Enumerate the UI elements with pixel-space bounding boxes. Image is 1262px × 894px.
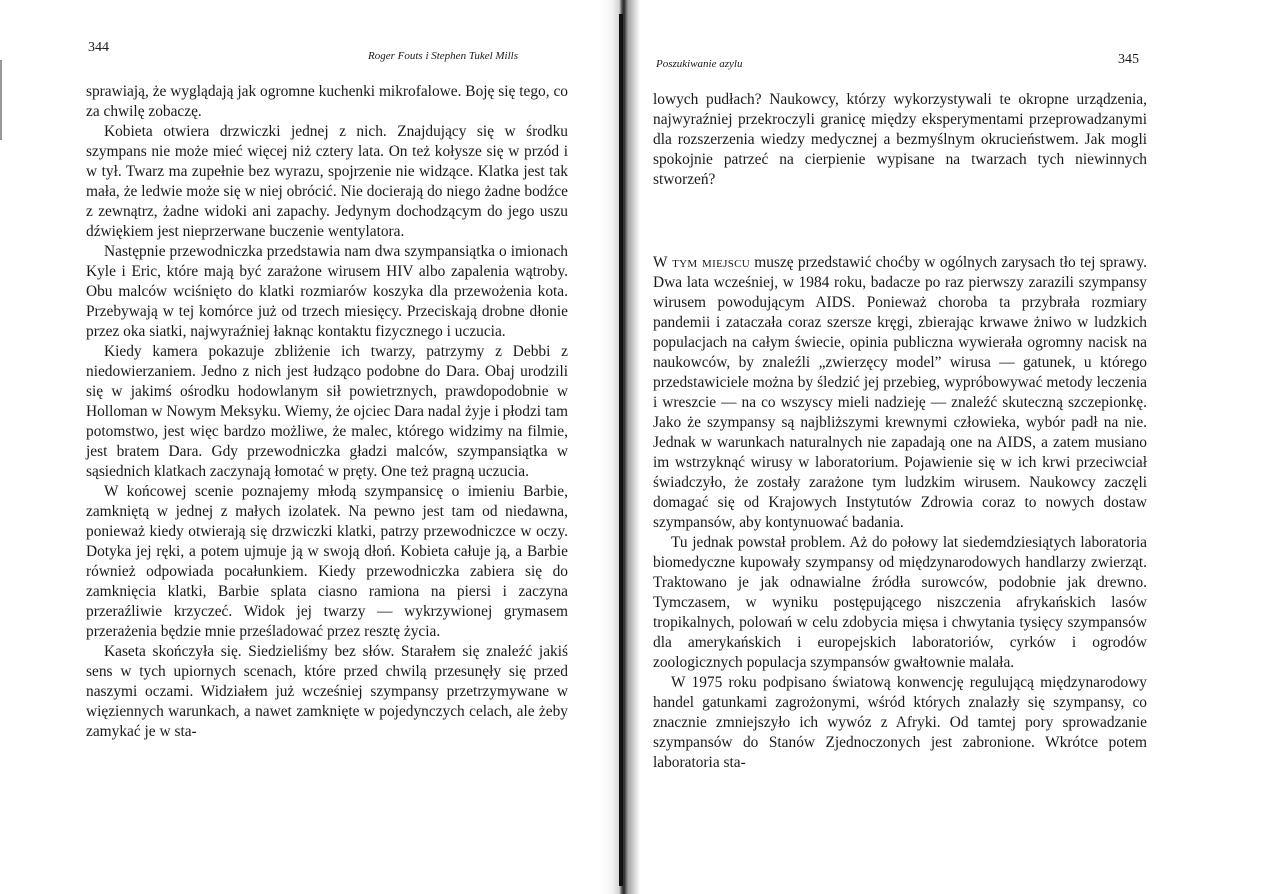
paragraph: lowych pudłach? Naukowcy, którzy wykorzystywali te okropne urządzenia, najwyraźniej przekroczyli granicę między eksperymentami przeprowadzanymi dla rozszerzenia wiedzy medycznej a bezmyślnym okrucieństwem. Jak mogli spokojnie patrzeć na cierpienie wypisane na twarzach tych niewinnych stworzeń? [653, 91, 1147, 188]
paragraph: sprawiają, że wyglądają jak ogromne kuchenki mikrofalowe. Boję się tego, co za chwilę zobaczę. [86, 83, 568, 120]
paragraph: Kobieta otwiera drzwiczki jednej z nich. Znajdujący się w środku szympans nie może mieć więcej niż cztery lata. On też kołysze się w przód i w tył. Twarz ma zupełnie bez wyrazu, spojrzenie nie widzące. Klatka jest tak mała, że ledwie może się w niej obrócić. Nie docierają do niego żadne bodźce z zewnątrz, żadne widoki ani zapachy. Jedynym dochodzącym do jego uszu dźwiękiem jest nieprzerwane buczenie wentylatora. [86, 123, 568, 240]
paragraph: W końcowej scenie poznajemy młodą szympansicę o imieniu Barbie, zamkniętą w jednej z małych izolatek. Na pewno jest tam od niedawna, ponieważ kiedy otwierają się drzwiczki klatki, patrzy przewodniczce w oczy. Dotyka jej ręki, a potem ujmuje ją w swoją dłoń. Kobieta całuje ją, a Barbie również odpowiada pocałunkiem. Kiedy przewodniczka zabiera się do zamknięcia klatki, Barbie splata ciasno ramiona na piersi i zaczyna przeraźliwie krzyczeć. Widok jej twarzy — wykrzywionej grymasem przerażenia będzie mnie prześladować przez resztę życia. [86, 483, 568, 640]
left-page-number: 344 [88, 40, 109, 55]
section-lead-smallcaps: W tym miejscu [653, 254, 751, 271]
paragraph: Kaseta skończyła się. Siedzieliśmy bez słów. Starałem się znaleźć jakiś sens w tych upiornych scenach, które przed chwilą przesunęły się przed naszymi oczami. Widziałem już wcześniej szympansy przetrzymywane w więziennych warunkach, a nawet zamknięte w pojedynczych celach, ale żeby zamykać je w sta- [86, 643, 568, 740]
right-running-head: Poszukiwanie azylu [656, 58, 743, 70]
left-page [0, 0, 600, 894]
right-body-text-top [653, 90, 1147, 190]
right-page [640, 0, 1262, 894]
left-body-text [86, 82, 568, 742]
paragraph: Następnie przewodniczka przedstawia nam dwa szympansiątka o imionach Kyle i Eric, które mają być zarażone wirusem HIV albo zapalenia wątroby. Obu malców wciśnięto do klatki rozmiarów koszyka dla przewożenia kota. Przebywają w tej komórce już od trzech miesięcy. Przeciskają drobne dłonie przez oka siatki, najwyraźniej łaknąc kontaktu fizycznego i uczucia. [86, 243, 568, 340]
right-page-number: 345 [1118, 52, 1139, 67]
right-body-text-bottom [653, 253, 1147, 773]
paragraph: W 1975 roku podpisano światową konwencję regulującą międzynarodowy handel gatunkami zagrożonymi, wśród których znalazły się szympansy, co znacznie zmniejszyło ich wywóz z Afryki. Od tamtej pory sprowadzanie szympansów do Stanów Zjednoczonych jest zabronione. Wkrótce potem laboratoria sta- [653, 674, 1147, 771]
left-running-head: Roger Fouts i Stephen Tukel Mills [368, 50, 519, 62]
section-lead-rest: muszę przedstawić choćby w ogólnych zarysach tło tej sprawy. Dwa lata wcześniej, w 1984 roku, badacze po raz pierwszy zarazili szympansy wirusem powodującym AIDS. Ponieważ choroba ta przybrała rozmiary pandemii i zataczała coraz szersze kręgi, zbierając krwawe żniwo w ludzkich populacjach na całym świecie, opinia publiczna wywierała ogromny nacisk na naukowców, by znaleźli „zwierzęcy model” wirusa — gatunek, u którego przedstawiciele można by śledzić jej przebieg, wypróbowywać metody leczenia i wreszcie — na co wszyscy mieli nadzieję — znaleźć skuteczną szczepionkę. Jako że szympansy są najbliższymi krewnymi człowieka, wybór padł na nie. Jednak w warunkach naturalnych nie zapadają one na AIDS, a zatem musiano im wstrzyknąć wirusy w laboratorium. Pojawienie się w ich krwi przeciwciał świadczyło, że zostały zarażone tym ludzkim wirusem. Naukowcy zaczęli domagać się od Krajowych Instytutów Zdrowia coraz to nowych dostaw szympansów, aby kontynuować badania. [653, 254, 1147, 531]
section-opening-paragraph [653, 253, 1147, 533]
spine-shadow [619, 14, 623, 886]
paragraph: Kiedy kamera pokazuje zbliżenie ich twarzy, patrzymy z Debbi z niedowierzaniem. Jedno z nich jest łudząco podobne do Dara. Obaj urodzili się w jakimś ośrodku hodowlanym sił powietrznych, prawdopodobnie w Holloman w Nowym Meksyku. Wiemy, że ojciec Dara nadal żyje i płodzi tam potomstwo, jest więc bardzo możliwe, że malec, którego widzimy na filmie, jest bratem Dara. Gdy przewodniczka gładzi malców, szympansiątka w sąsiednich klatkach zaczynają łomotać w pręty. One też pragną uczucia. [86, 343, 568, 480]
paragraph: Tu jednak powstał problem. Aż do połowy lat siedemdziesiątych laboratoria biomedyczne kupowały szympansy od międzynarodowych handlarzy zwierząt. Traktowano je jak odnawialne źródła surowców, podobnie jak drewno. Tymczasem, w wyniku postępującego niszczenia afrykańskich lasów tropikalnych, polowań w celu zdobycia mięsa i chwytania tysięcy szympansów dla amerykańskich i europejskich laboratoriów, cyrków i ogrodów zoologicznych populacja szympansów gwałtownie malała. [653, 534, 1147, 671]
